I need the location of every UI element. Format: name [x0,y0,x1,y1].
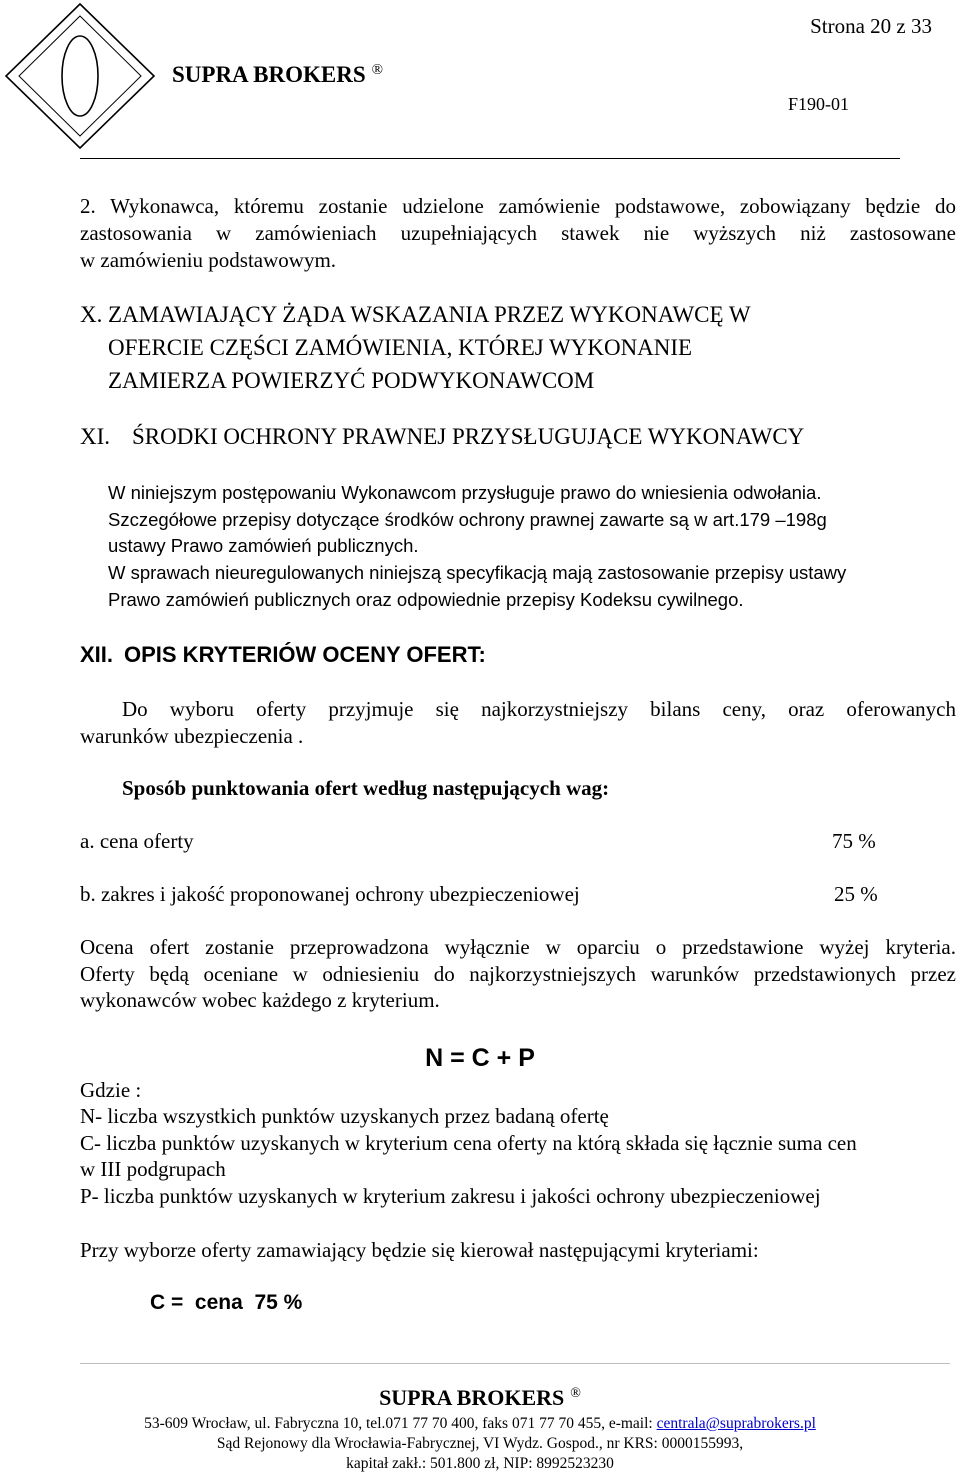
company-logo [0,0,160,150]
page-number: Strona 20 z 33 [810,14,932,38]
definition-line: P- liczba punktów uzyskanych w kryterium zakresu i jakości ochrony ubezpieczeniowej [80,1184,821,1208]
registered-mark: ® [570,1386,581,1401]
c-formula: C = cena 75 % [150,1291,303,1314]
assessment-line: wykonawców wobec każdego z kryterium. [80,988,440,1012]
registered-mark: ® [371,62,384,78]
section-xi-line: Prawo zamówień publicznych oraz odpowiednie przepisy Kodeksu cywilnego. [108,589,744,610]
weights-heading: Sposób punktowania ofert według następujących wag: [122,776,610,800]
section-xi-title: ŚRODKI OCHRONY PRAWNEJ PRZYSŁUGUJĄCE WYKONAWCY [132,424,805,449]
criterion-label: a. cena oferty [80,829,194,853]
section-x-number: X. [80,302,103,327]
section-xii-number: XII. [80,642,114,667]
footer-email-link[interactable]: centrala@suprabrokers.pl [656,1415,816,1432]
item2-line: 2. Wykonawca, któremu zostanie udzielone zamówienie podstawowe, zobowiązany będzie do [80,194,956,218]
criterion-weight: 75 % [832,829,876,853]
section-x-heading-line: OFERCIE CZĘŚCI ZAMÓWIENIA, KTÓREJ WYKONANIE [108,335,693,360]
footer-address-text: 53-609 Wrocław, ul. Fabryczna 10, tel.071 77 70 400, faks 071 77 70 455, e-mail: [144,1415,657,1432]
footer-brand-name: SUPRA BROKERS [379,1385,565,1410]
section-xii-intro-line: warunków ubezpieczenia . [80,724,304,748]
item2-line: zastosowania w zamówieniach uzupełniających stawek nie wyższych niż zastosowane [80,221,956,245]
footer-capital: kapitał zakł.: 501.800 zł, NIP: 8992523230 [346,1455,614,1472]
criterion-label: b. zakres i jakość proponowanej ochrony ubezpieczeniowej [80,882,580,906]
footer-brand [0,1385,960,1411]
section-xi-line: W sprawach nieuregulowanych niniejszą specyfikacją mają zastosowanie przepisy ustawy [108,562,847,583]
footer-court: Sąd Rejonowy dla Wrocławia-Fabrycznej, VI Wydz. Gospod., nr KRS: 0000155993, [216,1435,744,1452]
section-x-heading-line: ZAMAWIAJĄCY ŻĄDA WSKAZANIA PRZEZ WYKONAWCĘ W [108,302,751,327]
section-xi-line: W niniejszym postępowaniu Wykonawcom przysługuje prawo do wniesienia odwołania. [108,482,822,503]
assessment-line: Ocena ofert zostanie przeprowadzona wyłącznie w oparciu o przedstawione wyżej kryteria. [80,935,956,959]
selection-line: Przy wyborze oferty zamawiający będzie się kierował następującymi kryteriami: [80,1238,759,1262]
definition-line: w III podgrupach [80,1157,226,1181]
footer-address [0,1415,960,1433]
footer-divider [80,1363,950,1364]
item2-line: w zamówieniu podstawowym. [80,248,337,272]
criterion-weight: 25 % [834,882,878,906]
where-label: Gdzie : [80,1078,142,1102]
section-xi-line: Szczegółowe przepisy dotyczące środków ochrony prawnej zawarte są w art.179 –198g [108,509,827,530]
section-xii-intro-line: Do wyboru oferty przyjmuje się najkorzystniejszy bilans ceny, oraz oferowanych [122,697,956,721]
section-xi-number: XI. [80,424,111,449]
header-brand-name: SUPRA BROKERS [172,62,366,87]
formula: N = C + P [425,1044,535,1072]
section-x-heading-line: ZAMIERZA POWIERZYĆ PODWYKONAWCOM [108,368,595,393]
header-brand [172,62,383,88]
section-xi-line: ustawy Prawo zamówień publicznych. [108,535,419,556]
assessment-line: Oferty będą oceniane w odniesieniu do najkorzystniejszych warunków przedstawionych przez [80,962,956,986]
form-code: F190-01 [788,94,850,114]
header-divider [80,158,900,159]
definition-line: N- liczba wszystkich punktów uzyskanych przez badaną ofertę [80,1104,609,1128]
definition-line: C- liczba punktów uzyskanych w kryterium cena oferty na którą składa się łącznie suma cen [80,1131,857,1155]
section-xii-title: OPIS KRYTERIÓW OCENY OFERT: [124,642,486,667]
